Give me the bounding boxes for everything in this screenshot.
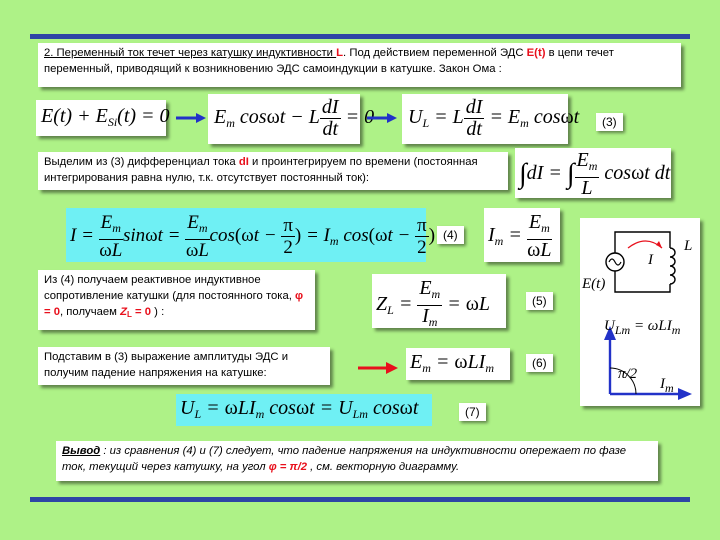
formula-integral: ∫dI = ∫ $\frac{E_m}{L}$ cosωt dt xyxy=(515,148,671,198)
intro-E: E(t) xyxy=(526,47,546,59)
current-amp-sub: m xyxy=(665,381,674,395)
eq-tag-7: (7) xyxy=(459,403,486,421)
eq-tag-3: (3) xyxy=(596,113,623,131)
intro-L: L xyxy=(336,47,344,59)
voltage-vector-label xyxy=(604,318,680,338)
formula-emf-amplitude: $E_m = \omega LI_m$ xyxy=(406,348,510,380)
reactance-text-3: ) : xyxy=(151,306,165,318)
integrate-dI: dI xyxy=(238,156,249,168)
intro-text-3: в цепи течет переменный, приводящий к возникновению ЭДС самоиндукции в катушке. Закон Ома : xyxy=(44,47,614,75)
intro-text-2: . Под действием переменной ЭДС xyxy=(343,47,527,59)
substitute-text xyxy=(38,347,330,385)
formula-voltage-drop: $U_L = \omega LI_m$ $\cos\omega t = U_{Lm}$ cosωt xyxy=(176,394,432,426)
intro-text xyxy=(38,43,681,87)
intro-text-1: 2. Переменный ток течет через катушку индуктивности xyxy=(44,47,337,59)
voltage-rhs: = ωLI xyxy=(630,318,672,334)
integrate-text xyxy=(38,152,508,190)
reactance-ZL-sub: L xyxy=(126,310,132,319)
conclusion-text xyxy=(56,441,658,481)
circuit-diagram xyxy=(580,218,700,406)
reactance-text xyxy=(38,270,315,330)
voltage-sub: Lm xyxy=(614,323,631,337)
eq-tag-6: (6) xyxy=(526,354,553,372)
conclusion-phi: φ = π/2 xyxy=(268,461,308,473)
formula-kirchhoff: $E(t) + E_{Si}(t) = 0$ xyxy=(36,100,166,136)
reactance-phi: φ = 0 xyxy=(44,290,304,318)
substitute-text-content: Подставим в (3) выражение амплитуды ЭДС и получим падение напряжения на катушке: xyxy=(44,351,289,379)
formula-current: I = $\frac{E_m}{\omega L}$ sinωt = $\frac{E_m}{\omega L}$ cos(ωt − $\frac{\pi}{2}$ ) = $I_m$ cos(ωt − $\frac{\pi}{2}$ ) xyxy=(66,208,426,262)
voltage-rhs-sub: m xyxy=(671,323,681,337)
formula-voltage: $U_L = L$ $\frac{dI}{dt}$ = $E_m$ cosωt xyxy=(402,94,568,144)
current-amp: I xyxy=(660,376,665,392)
circuit-svg xyxy=(580,218,700,406)
top-divider xyxy=(30,34,690,39)
current-amp-label xyxy=(660,376,674,396)
reactance-ZL-val: = 0 xyxy=(131,306,152,318)
reactance-ZL: Z xyxy=(120,306,127,318)
reactance-text-2: , получаем xyxy=(60,306,121,318)
formula-amplitude: $I_m$ = $\frac{E_m}{\omega L}$ xyxy=(484,208,560,262)
conclusion-text-2: , см. векторную диаграмму. xyxy=(307,461,460,473)
angle-label: π/2 xyxy=(618,366,638,382)
formula-reactance: $Z_L$ = $\frac{E_m}{I_m}$ = ωL xyxy=(372,274,506,328)
arrow-1 xyxy=(176,113,206,123)
arrow-2 xyxy=(367,113,397,123)
integrate-text-1: Выделим из (3) дифференциал тока xyxy=(44,156,239,168)
formula-ohm: $E_m$ cosωt − L $\frac{dI}{dt}$ = 0 xyxy=(208,94,360,144)
eq-tag-4: (4) xyxy=(437,226,464,244)
bottom-divider xyxy=(30,497,690,502)
conclusion-label: Вывод xyxy=(62,445,101,457)
reactance-text-1: Из (4) получаем реактивное индуктивное сопротивление катушки (для постоянного тока, xyxy=(44,274,296,302)
conclusion-text-1: : из сравнения (4) и (7) следует, что падение напряжения на индуктивности опережает по фазе ток, текущий через катушку, на угол xyxy=(62,445,627,473)
current-label: I xyxy=(648,252,653,268)
voltage-label: U xyxy=(604,318,615,334)
coil-label: L xyxy=(684,238,693,254)
eq-tag-5: (5) xyxy=(526,292,553,310)
arrow-3 xyxy=(358,362,398,374)
emf-label: E(t) xyxy=(582,276,606,292)
integrate-text-2: и проинтегрируем по времени (постоянная интегрирования равна нулю, т.к. отсутствует постоянный ток): xyxy=(44,156,478,184)
